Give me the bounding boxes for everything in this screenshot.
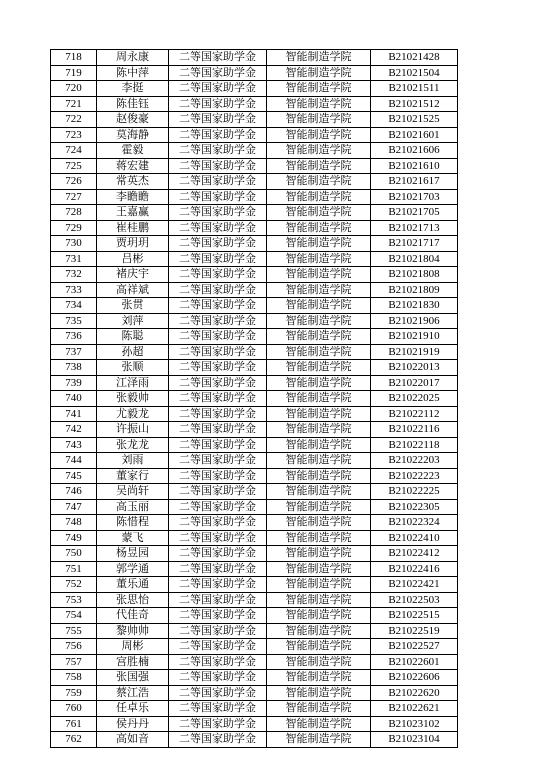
student-name-cell: 宫胜楠: [97, 654, 169, 670]
student-name-cell: 刘雨: [97, 453, 169, 469]
student-name-cell: 褚庆宇: [97, 267, 169, 283]
table-row: [51, 530, 458, 546]
student-id-cell: B21022305: [371, 499, 458, 515]
college-cell: 智能制造学院: [267, 623, 371, 639]
student-id-cell: B21022025: [371, 391, 458, 407]
student-id-cell: B21021606: [371, 143, 458, 159]
college-cell: 智能制造学院: [267, 701, 371, 717]
table-row: [51, 81, 458, 97]
student-id-cell: B21023104: [371, 732, 458, 748]
award-type-cell: 二等国家助学金: [169, 344, 267, 360]
row-number-cell: 749: [51, 530, 97, 546]
student-name-cell: 董家行: [97, 468, 169, 484]
award-type-cell: 二等国家助学金: [169, 468, 267, 484]
table-row: [51, 484, 458, 500]
student-name-cell: 蒙飞: [97, 530, 169, 546]
college-cell: 智能制造学院: [267, 205, 371, 221]
award-type-cell: 二等国家助学金: [169, 391, 267, 407]
award-type-cell: 二等国家助学金: [169, 267, 267, 283]
student-id-cell: B21022606: [371, 670, 458, 686]
college-cell: 智能制造学院: [267, 515, 371, 531]
college-cell: 智能制造学院: [267, 530, 371, 546]
student-id-cell: B21022324: [371, 515, 458, 531]
student-id-cell: B21023102: [371, 716, 458, 732]
row-number-cell: 725: [51, 158, 97, 174]
student-name-cell: 许振山: [97, 422, 169, 438]
table-row: [51, 313, 458, 329]
table-row: [51, 639, 458, 655]
student-name-cell: 高祥斌: [97, 282, 169, 298]
row-number-cell: 718: [51, 50, 97, 66]
row-number-cell: 737: [51, 344, 97, 360]
student-name-cell: 陈佳钰: [97, 96, 169, 112]
award-type-cell: 二等国家助学金: [169, 701, 267, 717]
award-type-cell: 二等国家助学金: [169, 623, 267, 639]
student-name-cell: 莫海静: [97, 127, 169, 143]
student-name-cell: 崔桂鹏: [97, 220, 169, 236]
student-name-cell: 高玉丽: [97, 499, 169, 515]
student-id-cell: B21022601: [371, 654, 458, 670]
table-row: [51, 329, 458, 345]
college-cell: 智能制造学院: [267, 375, 371, 391]
college-cell: 智能制造学院: [267, 484, 371, 500]
student-id-cell: B21021504: [371, 65, 458, 81]
student-id-cell: B21021809: [371, 282, 458, 298]
award-type-cell: 二等国家助学金: [169, 174, 267, 190]
award-type-cell: 二等国家助学金: [169, 65, 267, 81]
row-number-cell: 736: [51, 329, 97, 345]
college-cell: 智能制造学院: [267, 81, 371, 97]
college-cell: 智能制造学院: [267, 174, 371, 190]
student-id-cell: B21022112: [371, 406, 458, 422]
award-type-cell: 二等国家助学金: [169, 81, 267, 97]
table-row: [51, 251, 458, 267]
row-number-cell: 721: [51, 96, 97, 112]
student-name-cell: 代佳奇: [97, 608, 169, 624]
row-number-cell: 726: [51, 174, 97, 190]
college-cell: 智能制造学院: [267, 143, 371, 159]
student-id-cell: B21021906: [371, 313, 458, 329]
award-type-cell: 二等国家助学金: [169, 422, 267, 438]
student-name-cell: 王嘉赢: [97, 205, 169, 221]
college-cell: 智能制造学院: [267, 608, 371, 624]
student-id-cell: B21021511: [371, 81, 458, 97]
student-id-cell: B21022118: [371, 437, 458, 453]
college-cell: 智能制造学院: [267, 344, 371, 360]
student-name-cell: 张龙龙: [97, 437, 169, 453]
college-cell: 智能制造学院: [267, 670, 371, 686]
award-type-cell: 二等国家助学金: [169, 112, 267, 128]
table-row: [51, 298, 458, 314]
student-name-cell: 赵俊豪: [97, 112, 169, 128]
table-row: [51, 158, 458, 174]
row-number-cell: 761: [51, 716, 97, 732]
table-row: [51, 468, 458, 484]
college-cell: 智能制造学院: [267, 499, 371, 515]
award-type-cell: 二等国家助学金: [169, 530, 267, 546]
award-type-cell: 二等国家助学金: [169, 685, 267, 701]
row-number-cell: 729: [51, 220, 97, 236]
award-type-cell: 二等国家助学金: [169, 236, 267, 252]
student-name-cell: 周永康: [97, 50, 169, 66]
row-number-cell: 748: [51, 515, 97, 531]
student-id-cell: B21021919: [371, 344, 458, 360]
college-cell: 智能制造学院: [267, 127, 371, 143]
table-row: [51, 592, 458, 608]
student-id-cell: B21021428: [371, 50, 458, 66]
row-number-cell: 727: [51, 189, 97, 205]
student-id-cell: B21021808: [371, 267, 458, 283]
table-row: [51, 716, 458, 732]
row-number-cell: 762: [51, 732, 97, 748]
student-id-cell: B21022203: [371, 453, 458, 469]
award-type-cell: 二等国家助学金: [169, 282, 267, 298]
table-row: [51, 685, 458, 701]
student-id-cell: B21021713: [371, 220, 458, 236]
row-number-cell: 740: [51, 391, 97, 407]
college-cell: 智能制造学院: [267, 422, 371, 438]
student-name-cell: 张国强: [97, 670, 169, 686]
student-id-cell: B21022013: [371, 360, 458, 376]
table-row: [51, 670, 458, 686]
row-number-cell: 728: [51, 205, 97, 221]
student-name-cell: 贾玥玥: [97, 236, 169, 252]
college-cell: 智能制造学院: [267, 654, 371, 670]
college-cell: 智能制造学院: [267, 282, 371, 298]
student-name-cell: 孙超: [97, 344, 169, 360]
award-type-cell: 二等国家助学金: [169, 251, 267, 267]
college-cell: 智能制造学院: [267, 298, 371, 314]
table-row: [51, 174, 458, 190]
row-number-cell: 730: [51, 236, 97, 252]
table-row: [51, 220, 458, 236]
table-row: [51, 127, 458, 143]
college-cell: 智能制造学院: [267, 220, 371, 236]
award-type-cell: 二等国家助学金: [169, 499, 267, 515]
college-cell: 智能制造学院: [267, 65, 371, 81]
college-cell: 智能制造学院: [267, 112, 371, 128]
table-row: [51, 360, 458, 376]
student-name-cell: 尤毅龙: [97, 406, 169, 422]
award-type-cell: 二等国家助学金: [169, 561, 267, 577]
row-number-cell: 747: [51, 499, 97, 515]
row-number-cell: 742: [51, 422, 97, 438]
table-row: [51, 422, 458, 438]
row-number-cell: 758: [51, 670, 97, 686]
college-cell: 智能制造学院: [267, 639, 371, 655]
award-type-cell: 二等国家助学金: [169, 298, 267, 314]
table-row: [51, 701, 458, 717]
college-cell: 智能制造学院: [267, 158, 371, 174]
row-number-cell: 720: [51, 81, 97, 97]
table-row: [51, 608, 458, 624]
table-row: [51, 143, 458, 159]
student-name-cell: 蒋宏建: [97, 158, 169, 174]
student-name-cell: 刘萍: [97, 313, 169, 329]
row-number-cell: 739: [51, 375, 97, 391]
college-cell: 智能制造学院: [267, 406, 371, 422]
award-type-cell: 二等国家助学金: [169, 437, 267, 453]
student-id-cell: B21021610: [371, 158, 458, 174]
table-body: [51, 50, 458, 748]
row-number-cell: 744: [51, 453, 97, 469]
award-type-cell: 二等国家助学金: [169, 608, 267, 624]
award-type-cell: 二等国家助学金: [169, 515, 267, 531]
award-type-cell: 二等国家助学金: [169, 158, 267, 174]
student-name-cell: 张贯: [97, 298, 169, 314]
award-type-cell: 二等国家助学金: [169, 375, 267, 391]
student-name-cell: 侯丹丹: [97, 716, 169, 732]
award-type-cell: 二等国家助学金: [169, 546, 267, 562]
table-row: [51, 515, 458, 531]
table-row: [51, 577, 458, 593]
student-name-cell: 霍毅: [97, 143, 169, 159]
award-type-cell: 二等国家助学金: [169, 577, 267, 593]
student-id-cell: B21022017: [371, 375, 458, 391]
grant-list-table: [50, 49, 458, 748]
student-id-cell: B21021525: [371, 112, 458, 128]
award-type-cell: 二等国家助学金: [169, 189, 267, 205]
student-id-cell: B21021804: [371, 251, 458, 267]
college-cell: 智能制造学院: [267, 453, 371, 469]
row-number-cell: 733: [51, 282, 97, 298]
award-type-cell: 二等国家助学金: [169, 205, 267, 221]
row-number-cell: 732: [51, 267, 97, 283]
student-id-cell: B21022416: [371, 561, 458, 577]
student-id-cell: B21021703: [371, 189, 458, 205]
student-id-cell: B21022621: [371, 701, 458, 717]
student-name-cell: 张思怡: [97, 592, 169, 608]
college-cell: 智能制造学院: [267, 313, 371, 329]
row-number-cell: 756: [51, 639, 97, 655]
student-id-cell: B21022116: [371, 422, 458, 438]
award-type-cell: 二等国家助学金: [169, 654, 267, 670]
student-id-cell: B21021705: [371, 205, 458, 221]
table-row: [51, 267, 458, 283]
college-cell: 智能制造学院: [267, 716, 371, 732]
row-number-cell: 723: [51, 127, 97, 143]
college-cell: 智能制造学院: [267, 50, 371, 66]
row-number-cell: 731: [51, 251, 97, 267]
row-number-cell: 754: [51, 608, 97, 624]
award-type-cell: 二等国家助学金: [169, 329, 267, 345]
row-number-cell: 745: [51, 468, 97, 484]
student-name-cell: 江泽雨: [97, 375, 169, 391]
row-number-cell: 755: [51, 623, 97, 639]
award-type-cell: 二等国家助学金: [169, 732, 267, 748]
college-cell: 智能制造学院: [267, 577, 371, 593]
student-id-cell: B21021601: [371, 127, 458, 143]
student-name-cell: 杨昱园: [97, 546, 169, 562]
college-cell: 智能制造学院: [267, 236, 371, 252]
row-number-cell: 750: [51, 546, 97, 562]
table-row: [51, 65, 458, 81]
student-name-cell: 郭学通: [97, 561, 169, 577]
student-id-cell: B21022620: [371, 685, 458, 701]
table-row: [51, 437, 458, 453]
award-type-cell: 二等国家助学金: [169, 143, 267, 159]
student-name-cell: 常英杰: [97, 174, 169, 190]
student-id-cell: B21022503: [371, 592, 458, 608]
student-name-cell: 陈聪: [97, 329, 169, 345]
row-number-cell: 759: [51, 685, 97, 701]
award-type-cell: 二等国家助学金: [169, 50, 267, 66]
student-id-cell: B21022223: [371, 468, 458, 484]
award-type-cell: 二等国家助学金: [169, 670, 267, 686]
student-id-cell: B21022412: [371, 546, 458, 562]
table-row: [51, 50, 458, 66]
table-row: [51, 112, 458, 128]
row-number-cell: 751: [51, 561, 97, 577]
college-cell: 智能制造学院: [267, 360, 371, 376]
college-cell: 智能制造学院: [267, 329, 371, 345]
college-cell: 智能制造学院: [267, 189, 371, 205]
award-type-cell: 二等国家助学金: [169, 406, 267, 422]
table-row: [51, 391, 458, 407]
award-type-cell: 二等国家助学金: [169, 716, 267, 732]
row-number-cell: 722: [51, 112, 97, 128]
student-name-cell: 李挺: [97, 81, 169, 97]
student-name-cell: 蔡江浩: [97, 685, 169, 701]
student-id-cell: B21021717: [371, 236, 458, 252]
student-id-cell: B21021830: [371, 298, 458, 314]
college-cell: 智能制造学院: [267, 96, 371, 112]
student-id-cell: B21022421: [371, 577, 458, 593]
student-name-cell: 董乐通: [97, 577, 169, 593]
student-id-cell: B21022515: [371, 608, 458, 624]
row-number-cell: 753: [51, 592, 97, 608]
award-type-cell: 二等国家助学金: [169, 639, 267, 655]
table-row: [51, 561, 458, 577]
college-cell: 智能制造学院: [267, 732, 371, 748]
student-name-cell: 陈中萍: [97, 65, 169, 81]
award-type-cell: 二等国家助学金: [169, 484, 267, 500]
award-type-cell: 二等国家助学金: [169, 96, 267, 112]
award-type-cell: 二等国家助学金: [169, 313, 267, 329]
award-type-cell: 二等国家助学金: [169, 592, 267, 608]
student-name-cell: 张毅帅: [97, 391, 169, 407]
table-row: [51, 236, 458, 252]
student-name-cell: 陈惜程: [97, 515, 169, 531]
college-cell: 智能制造学院: [267, 685, 371, 701]
table-row: [51, 96, 458, 112]
college-cell: 智能制造学院: [267, 468, 371, 484]
row-number-cell: 752: [51, 577, 97, 593]
table-row: [51, 282, 458, 298]
row-number-cell: 735: [51, 313, 97, 329]
table-row: [51, 453, 458, 469]
student-id-cell: B21021617: [371, 174, 458, 190]
student-id-cell: B21021910: [371, 329, 458, 345]
college-cell: 智能制造学院: [267, 251, 371, 267]
college-cell: 智能制造学院: [267, 592, 371, 608]
student-name-cell: 周彬: [97, 639, 169, 655]
college-cell: 智能制造学院: [267, 267, 371, 283]
table-row: [51, 344, 458, 360]
college-cell: 智能制造学院: [267, 561, 371, 577]
award-type-cell: 二等国家助学金: [169, 360, 267, 376]
award-type-cell: 二等国家助学金: [169, 220, 267, 236]
table-row: [51, 623, 458, 639]
student-name-cell: 吕彬: [97, 251, 169, 267]
row-number-cell: 719: [51, 65, 97, 81]
student-id-cell: B21022225: [371, 484, 458, 500]
student-id-cell: B21022519: [371, 623, 458, 639]
student-name-cell: 高如音: [97, 732, 169, 748]
award-type-cell: 二等国家助学金: [169, 127, 267, 143]
student-id-cell: B21021512: [371, 96, 458, 112]
row-number-cell: 724: [51, 143, 97, 159]
student-id-cell: B21022527: [371, 639, 458, 655]
row-number-cell: 738: [51, 360, 97, 376]
table-row: [51, 732, 458, 748]
row-number-cell: 741: [51, 406, 97, 422]
row-number-cell: 746: [51, 484, 97, 500]
table-row: [51, 499, 458, 515]
table-row: [51, 375, 458, 391]
table-row: [51, 406, 458, 422]
award-type-cell: 二等国家助学金: [169, 453, 267, 469]
college-cell: 智能制造学院: [267, 391, 371, 407]
student-name-cell: 黎帅帅: [97, 623, 169, 639]
student-name-cell: 张顺: [97, 360, 169, 376]
student-name-cell: 任卓乐: [97, 701, 169, 717]
table-row: [51, 205, 458, 221]
student-name-cell: 李瞻瞻: [97, 189, 169, 205]
table-row: [51, 546, 458, 562]
row-number-cell: 757: [51, 654, 97, 670]
student-id-cell: B21022410: [371, 530, 458, 546]
table-row: [51, 189, 458, 205]
table-row: [51, 654, 458, 670]
student-name-cell: 吴尚轩: [97, 484, 169, 500]
row-number-cell: 760: [51, 701, 97, 717]
college-cell: 智能制造学院: [267, 437, 371, 453]
row-number-cell: 743: [51, 437, 97, 453]
row-number-cell: 734: [51, 298, 97, 314]
college-cell: 智能制造学院: [267, 546, 371, 562]
